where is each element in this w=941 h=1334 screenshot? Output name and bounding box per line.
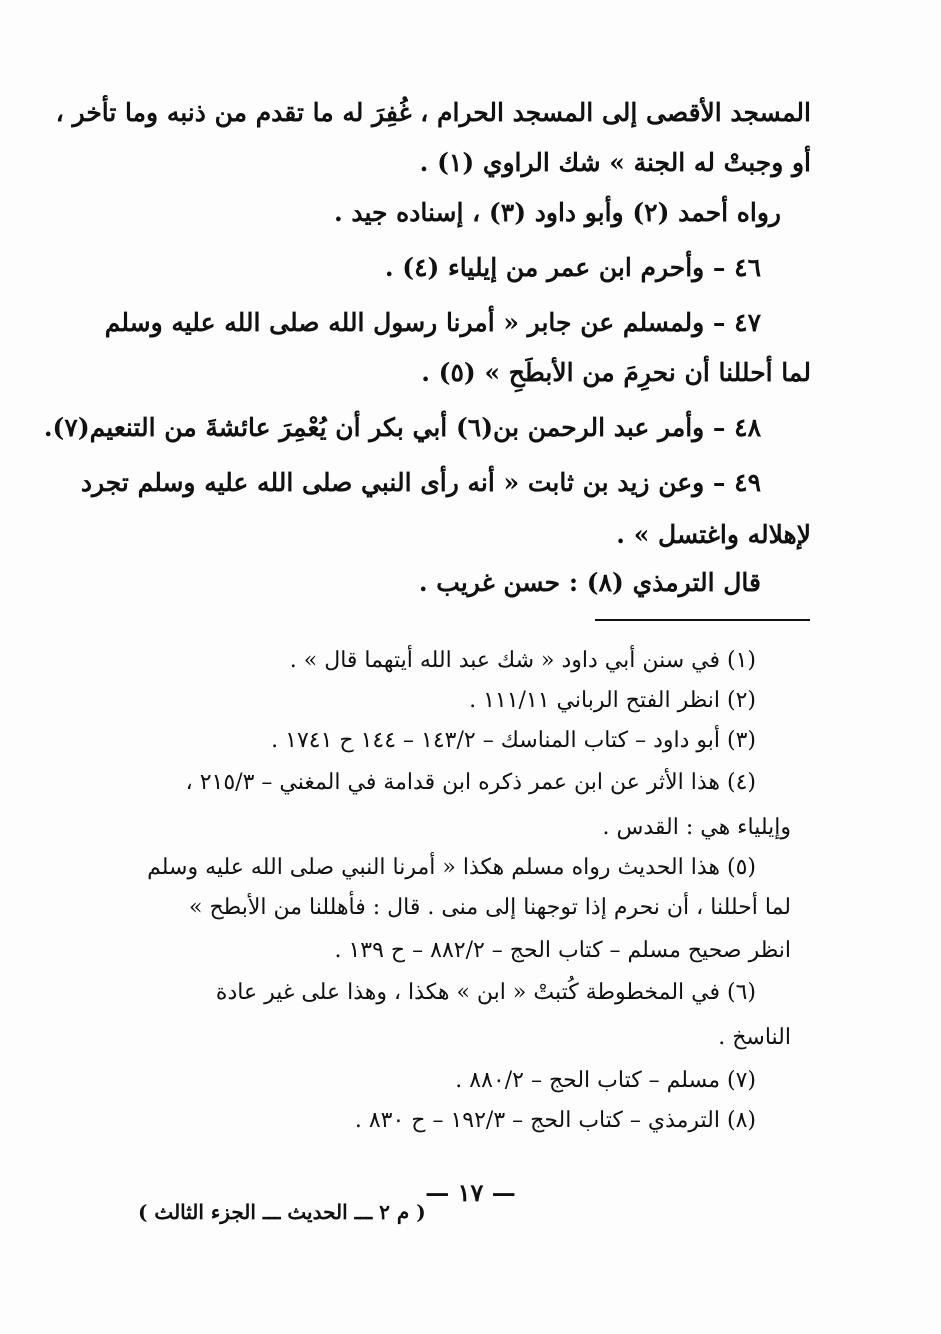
main-line-10: قال الترمذي (٨) : حسن غريب . [418,568,761,597]
main-line-8: ٤٩ – وعن زيد بن ثابت « أنه رأى النبي صلى الله عليه وسلم تجرد [80,468,761,497]
footnote-1: (١) في سنن أبي داود « شك عبد الله أيتهما قال » . [289,648,756,673]
main-line-7: ٤٨ – وأمر عبد الرحمن بن(٦) أبي بكر أن يُعْمِرَ عائشةَ من التنعيم(٧). [43,413,761,442]
page-number: — ١٧ — [425,1178,516,1207]
footnote-4-continued: وإيلياء هي : القدس . [602,815,791,840]
footnote-4: (٤) هذا الأثر عن ابن عمر ذكره ابن قدامة في المغني – ٢١٥/٣ ، [185,770,756,795]
footnote-6-continued: الناسخ . [718,1025,791,1050]
main-line-1: المسجد الأقصى إلى المسجد الحرام ، غُفِرَ له ما تقدم من ذنبه وما تأخر ، [55,98,811,127]
main-line-2: أو وجبتْ له الجنة » شك الراوي (١) . [419,148,811,177]
footnote-5: (٥) هذا الحديث رواه مسلم هكذا « أمرنا النبي صلى الله عليه وسلم [147,855,756,880]
signature-mark: ( م ٢ ـــ الحديث ـــ الجزء الثالث ) [138,1200,426,1224]
footnote-5-line-3: انظر صحيح مسلم – كتاب الحج – ٨٨٢/٢ – ح ١٣٩ . [334,938,791,963]
main-line-3: رواه أحمد (٢) وأبو داود (٣) ، إسناده جيد . [333,198,781,227]
main-line-5: ٤٧ – ولمسلم عن جابر « أمرنا رسول الله صلى الله عليه وسلم [104,308,761,337]
main-line-6: لما أحللنا أن نحرِمَ من الأبطَحِ » (٥) . [421,358,811,387]
footnote-2: (٢) انظر الفتح الرباني ١١١/١١ . [469,688,756,713]
footnote-5-line-2: لما أحللنا ، أن نحرم إذا توجهنا إلى منى . قال : فأهللنا من الأبطح » [189,895,791,920]
main-line-9: لإهلاله واغتسل » . [616,520,811,549]
footnote-6: (٦) في المخطوطة كُتبتْ « ابن » هكذا ، وهذا على غير عادة [215,980,756,1005]
footnote-8: (٨) الترمذي – كتاب الحج – ١٩٢/٣ – ح ٨٣٠ . [354,1108,756,1133]
main-line-4: ٤٦ – وأحرم ابن عمر من إيلياء (٤) . [384,253,761,282]
footnote-7: (٧) مسلم – كتاب الحج – ٨٨٠/٢ . [455,1068,756,1093]
footnote-3: (٣) أبو داود – كتاب المناسك – ١٤٣/٢ – ١٤٤ ح ١٧٤١ . [271,728,756,753]
footnote-separator [595,619,810,621]
